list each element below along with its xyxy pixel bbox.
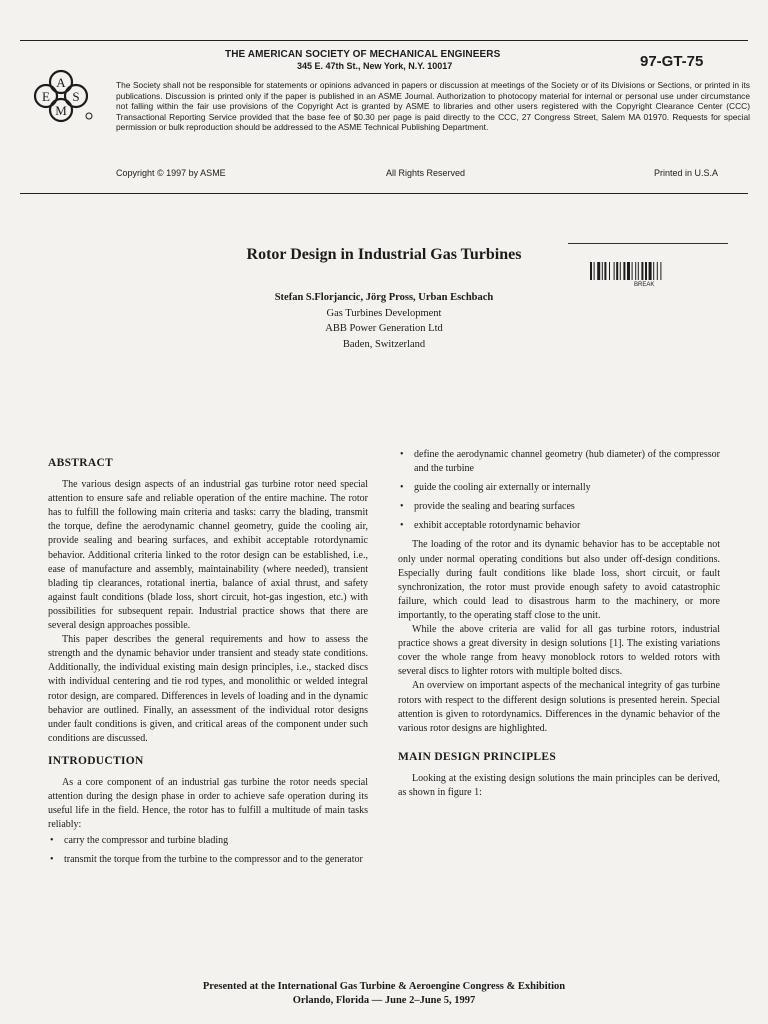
- barcode-bar: [657, 262, 658, 280]
- list-item: • transmit the torque from the turbine to the compressor and to the generator: [48, 853, 368, 867]
- paper-number: 97-GT-75: [640, 53, 704, 70]
- disclaimer-text: The Society shall not be responsible for statements or opinions advanced in papers or discussion at meetings of the Society or of its Divisions or Sections, or printed in its publications. Discussion is printed only if the paper is published in an ASME Journal. Authorization to photocopy material for internal or personal use under circumstance not falling within the fair use provisions of the Copyright Act is granted by ASME to libraries and other users registered with the Copyright Clearance Center (CCC) Transactional Reporting Service provided that the base fee of $0.30 per page is paid directly to the CCC, 27 Congress Street, Salem MA 01970. Requests for special permission or bulk reproduction should be addressed to the ASME Technical Publishing Department.: [116, 80, 750, 133]
- barcode-bar: [645, 262, 647, 280]
- barcode-bar: [594, 262, 595, 280]
- abstract-paragraph: The various design aspects of an industrial gas turbine rotor need special attention to ensure safe and reliable operation of the entire machine. The rotor has to fulfill the following main criteria and tasks: carry the blading, transmit the torque, define the aerodynamic channel geometry, guide the cooling air, provide sealing and bearing surfaces, and exhibit acceptable rotordynamic behavior. Additional criteria linked to the rotor design can be established, i.e., ease of manufacture and assembly, maintainability (where needed), transient blading tip clearances, rotational inertia, balance of axial thrust, and safety against fault conditions (blade loss, short circuit, hot-gas ingestion, etc.) with possibilities for subsequent repair. Industrial practice shows that there are several design approaches possible.: [48, 479, 368, 632]
- printed-location: Printed in U.S.A: [654, 168, 719, 178]
- barcode-bar: [616, 262, 618, 280]
- abstract-heading: ABSTRACT: [48, 457, 114, 469]
- barcode-bar: [604, 262, 606, 280]
- author-block: [0, 290, 768, 352]
- authors: Stefan S.Florjancic, Jörg Pross, Urban Eschbach: [274, 292, 494, 303]
- logo-letter-right: S: [72, 89, 80, 104]
- society-address: 345 E. 47th St., New York, N.Y. 10017: [297, 61, 453, 71]
- barcode-bar: [632, 262, 633, 280]
- barcode-bar: [638, 262, 639, 280]
- task-list: [48, 834, 368, 867]
- list-item: • carry the compressor and turbine blading: [48, 834, 368, 848]
- main-design-principles-heading: MAIN DESIGN PRINCIPLES: [398, 750, 557, 763]
- logo-letter-left: E: [42, 89, 50, 104]
- barcode-rule: [568, 243, 728, 244]
- body-paragraph: While the above criteria are valid for all gas turbine rotors, industrial practice shows a great diversity in design solutions [1]. The existing variations cover the whole range from heavy monoblock rotors to welded rotors with several discs to lighter rotors with multiple bolted discs.: [398, 624, 720, 678]
- body-paragraph: Looking at the existing design solutions the main principles can be derived, as shown in figure 1:: [398, 772, 720, 798]
- task-list-continued: [398, 448, 720, 533]
- barcode-bar: [609, 262, 610, 280]
- barcode-bar: [614, 262, 615, 280]
- society-name: THE AMERICAN SOCIETY OF MECHANICAL ENGINEERS: [225, 49, 501, 60]
- body-paragraph: The loading of the rotor and its dynamic behavior has to be acceptable not only under normal operating conditions but also under off-design conditions. Especially during fault conditions like blade loss, short circuit, or fault synchronization, the rotor must provide enough safety to avoid catastrophic failure, which could lead to disastrous harm to the machinery, or more importantly, to the operating staff close to the unit.: [398, 539, 720, 621]
- right-column: [398, 446, 720, 800]
- barcode-bar: [635, 262, 636, 280]
- logo-letter-top: A: [56, 75, 66, 90]
- left-column: [48, 456, 368, 873]
- barcode-label: BREAK: [634, 282, 655, 288]
- affiliation-line: Baden, Switzerland: [342, 338, 426, 350]
- introduction-paragraph: As a core component of an industrial gas turbine the rotor needs special attention during the design phase in order to achieve safe operation during its useful life in the field. Hence, the rotor has to fulfill a multitude of main tasks reliably:: [48, 776, 368, 831]
- barcode-bar: [597, 262, 600, 280]
- barcode-bar: [627, 262, 630, 280]
- body-paragraph: An overview on important aspects of the mechanical integrity of gas turbine rotors with respect to the different design solutions is presented herein. Special attention is given to rotordynamics. Differences in the dynamic behavior of the various rotor designs are highlighted.: [398, 680, 720, 734]
- barcode-bar: [641, 262, 643, 280]
- list-item: • exhibit acceptable rotordynamic behavior: [398, 519, 720, 533]
- introduction-heading: INTRODUCTION: [48, 754, 144, 767]
- rights-notice: All Rights Reserved: [386, 168, 466, 178]
- list-item: • provide the sealing and bearing surfaces: [398, 500, 720, 514]
- barcode-bar: [660, 262, 661, 280]
- affiliation-line: ABB Power Generation Ltd: [325, 323, 443, 334]
- footer-line: Orlando, Florida — June 2–June 5, 1997: [292, 995, 476, 1006]
- paper-title: Rotor Design in Industrial Gas Turbines: [246, 246, 522, 263]
- conference-footer: [0, 980, 768, 1008]
- barcode-bar: [623, 262, 625, 280]
- affiliation-line: Gas Turbines Development: [326, 307, 442, 319]
- barcode-bar: [653, 262, 654, 280]
- copyright-notice: Copyright © 1997 by ASME: [116, 168, 226, 178]
- list-item: • guide the cooling air externally or internally: [398, 481, 720, 495]
- barcode-bar: [620, 262, 621, 280]
- barcode-bar: [590, 262, 592, 280]
- footer-line: Presented at the International Gas Turbine & Aeroengine Congress & Exhibition: [202, 981, 566, 992]
- barcode-bar: [602, 262, 603, 280]
- asme-logo: [26, 66, 96, 128]
- barcode-bar: [649, 262, 652, 280]
- abstract-paragraph: This paper describes the general requirements and how to assess the strength and the dynamic behavior under transient and steady state conditions. Additionally, the individual existing main design principles, i.e., stacked discs with individual centering and tie rod types, and monolithic or welded integral rotor design, are compared. Differences in levels of loading and in the dynamic behavior are outlined. Finally, an assessment of the individual rotor designs under fault conditions is given, and critical areas of the component under such conditions are discussed.: [48, 634, 368, 744]
- barcode-graphic: [590, 262, 702, 280]
- list-item: • define the aerodynamic channel geometry (hub diameter) of the compressor and the turbine: [398, 448, 720, 476]
- logo-letter-bottom: M: [55, 103, 67, 118]
